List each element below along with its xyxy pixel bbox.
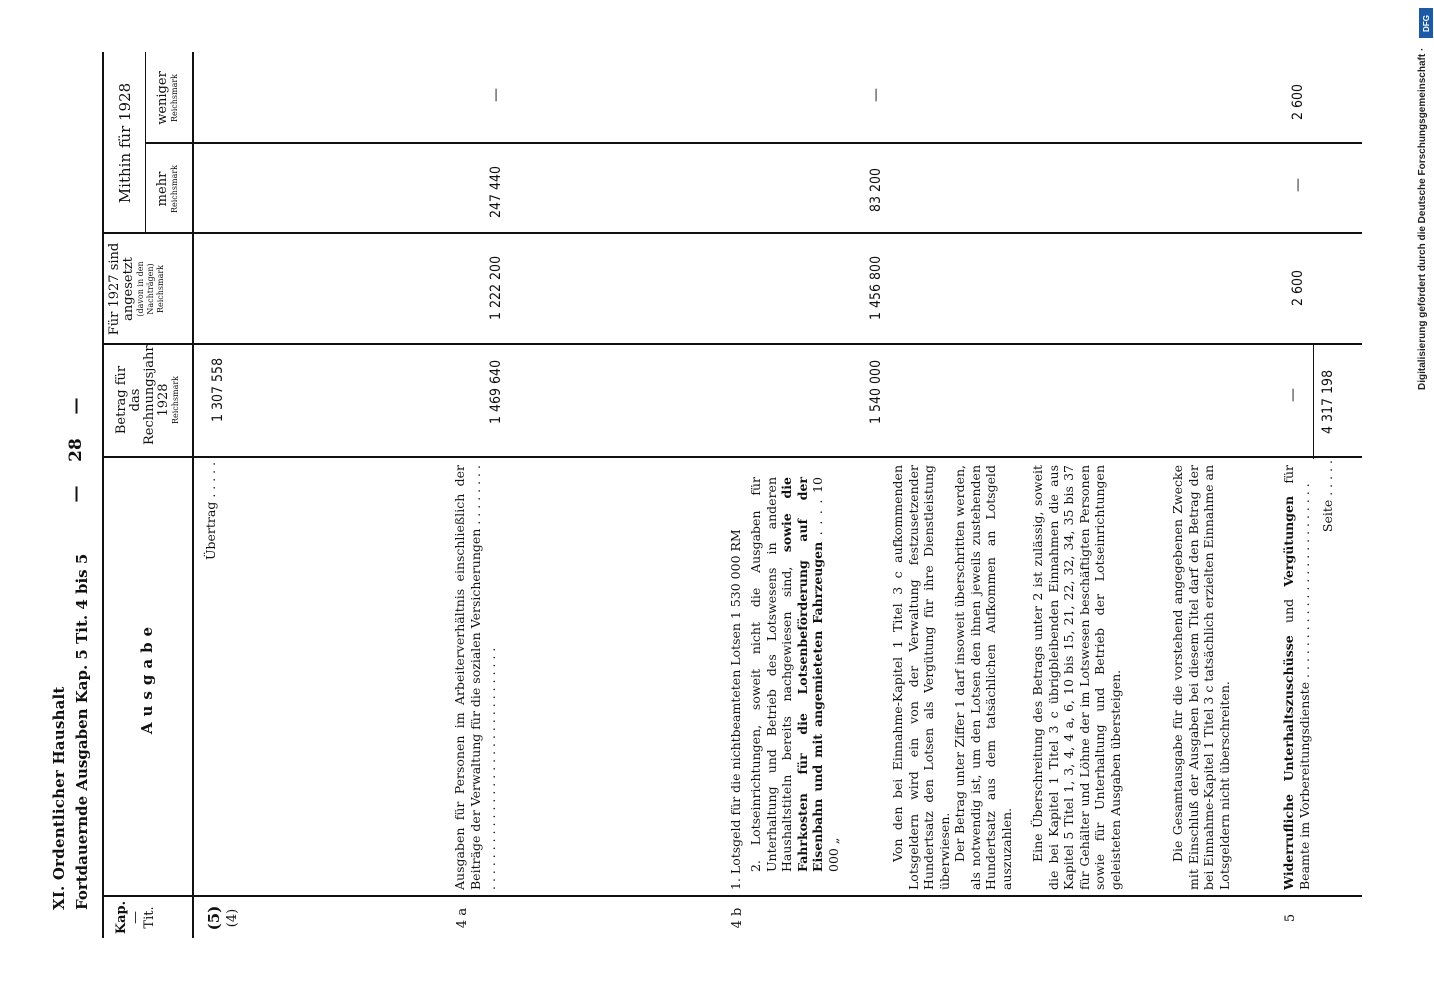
header-weniger bbox=[156, 52, 180, 144]
row-4b-note4: Die Gesamtausgabe für die vorstehend angegebenen Zwecke mit Einschluß der Ausgaben bei diesem Titel darf den Betrag der bei Einnahme-Kapitel 1 Titel 3 c tatsächlich erzielten Einnahme an Lotsgeldern nicht überschreiten. bbox=[1170, 465, 1232, 890]
row-5-text-plain2: für Beamte im Vorbereitungsdienste . . . . . . . . . . . . . . . . . . . . . . . . . bbox=[1281, 465, 1312, 890]
col-divider-kap bbox=[102, 895, 1362, 897]
row-uebertrag-text: Übertrag . . . . . bbox=[203, 461, 218, 560]
header-mehr-unit: Reichsmark bbox=[170, 164, 179, 214]
row-4b-item1: 1. Lotsgeld für die nichtbeamteten Lotsen 1 530 000 RM bbox=[728, 529, 743, 890]
header-angesetzt-label: Für 1927 sind angesetzt bbox=[107, 242, 136, 336]
col-divider-angesetzt bbox=[102, 232, 1362, 234]
header-mehr-label: mehr bbox=[155, 171, 170, 207]
header-betrag bbox=[114, 345, 181, 445]
row-uebertrag-tit: (4) bbox=[225, 908, 240, 928]
row-4b-tit: 4 b bbox=[730, 907, 745, 929]
row-4b-note3: Eine Überschreitung des Betrags unter 2 ist zulässig, soweit die bei Kapitel 1 Titel 3 c übrigbleibenden Einnahmen die aus Kapitel 5 Titel 1, 3, 4, 4 a, 6, 10 bis 15, 21, 22, 32, 34, 35 bis 37 für Gehälter und Löhne der im Lotswesen beschäftigten Personen sowie für Unterhaltung und Betrieb der Lotseinrichtungen geleisteten Ausgaben übersteigen. bbox=[1030, 465, 1123, 890]
table-header-rule bbox=[192, 52, 194, 938]
header-tit: Tit. bbox=[142, 906, 157, 929]
header-kap-separator: — bbox=[128, 911, 143, 924]
header-ausgabe bbox=[140, 458, 156, 897]
row-5-text-bold2: Vergütungen bbox=[1281, 495, 1296, 587]
row-4b-note2: Der Betrag unter Ziffer 1 darf insoweit überschritten werden, als notwendig ist, um den Lotsen den ihnen jeweils zustehenden Hundertsatz aus dem tatsächlichen Aufkommen an Lotsgeld auszuzahlen. bbox=[952, 465, 1014, 890]
header-ausgabe-label: Ausgabe bbox=[138, 620, 156, 735]
dfg-credit-text: Digitalisierung gefördert durch die Deutsche Forschungsgemeinschaft · bbox=[1417, 47, 1428, 390]
header-mithin-label: Mithin für 1928 bbox=[116, 82, 134, 204]
section-title: XI. Ordentlicher Haushalt bbox=[50, 686, 68, 910]
seite-sum-rule bbox=[1313, 345, 1314, 459]
dfg-logo-text: DFG bbox=[1421, 14, 1431, 32]
row-4b-item2-plain: 2. Lotseinrichtungen, soweit nicht die Ausgaben für Unterhaltung und Betrieb des Lotswesens in anderen Haushaltstiteln bereits nachgewiesen sind, bbox=[748, 477, 794, 872]
section-subtitle: Fortdauernde Ausgaben Kap. 5 Tit. 4 bis 5 bbox=[73, 553, 91, 910]
row-4a-betrag: 1 469 640 bbox=[488, 359, 504, 424]
col-divider-mithin bbox=[145, 142, 1362, 144]
row-4a-angesetzt: 1 222 200 bbox=[488, 255, 504, 320]
col-divider-ausgabe bbox=[102, 456, 1362, 458]
seite-betrag: 4 317 198 bbox=[1320, 369, 1336, 434]
header-weniger-label: weniger bbox=[155, 71, 170, 125]
row-4b-item2 bbox=[748, 477, 841, 872]
seite-label: Seite . . . . . bbox=[1320, 460, 1335, 533]
row-4a-text: Ausgaben für Personen im Arbeiterverhältnis einschließlich der Beiträge der Verwaltung für die sozialen Versicherungen . . . . . . . . . . . . . . . . . . . . . . . . . . . . . . . . . . . . . . . bbox=[452, 465, 498, 890]
row-5-betrag: — bbox=[1285, 388, 1301, 402]
header-kap-tit bbox=[115, 897, 157, 938]
row-4a-weniger: — bbox=[488, 88, 504, 102]
page-number-value: 28 bbox=[66, 438, 86, 462]
row-5-mehr: — bbox=[1290, 178, 1306, 192]
table-top-rule bbox=[102, 52, 104, 938]
row-5-weniger: 2 600 bbox=[1290, 83, 1306, 120]
header-betrag-label: Betrag für das Rechnungsjahr 1928 bbox=[114, 345, 171, 445]
row-4b-mehr: 83 200 bbox=[868, 167, 884, 212]
row-4a-tit: 4 a bbox=[455, 907, 470, 929]
row-5-angesetzt: 2 600 bbox=[1290, 269, 1306, 306]
row-4a-mehr: 247 440 bbox=[488, 165, 504, 218]
row-4b-betrag: 1 540 000 bbox=[868, 359, 884, 424]
header-kap: Kap. bbox=[114, 900, 129, 935]
header-angesetzt bbox=[108, 236, 166, 342]
page-number-dash-left: — bbox=[66, 485, 86, 503]
row-uebertrag-betrag: 1 307 558 bbox=[210, 357, 226, 422]
header-weniger-unit: Reichsmark bbox=[170, 73, 179, 123]
page-number bbox=[66, 350, 86, 550]
header-angesetzt-unit: Reichsmark bbox=[156, 264, 165, 314]
row-5-tit: 5 bbox=[1283, 913, 1298, 923]
header-mehr bbox=[156, 144, 180, 234]
col-divider-betrag bbox=[102, 343, 1362, 345]
page-number-dash-right: — bbox=[66, 397, 86, 415]
row-4b-note1: Von den bei Einnahme-Kapitel 1 Titel 3 c aufkommenden Lotsgeldern wird ein von der Verwaltung festzusetzender Hundertsatz den Lotsen als Vergütung für ihre Dienstleistung überwiesen. bbox=[890, 465, 952, 890]
header-betrag-unit: Reichsmark bbox=[171, 375, 180, 425]
row-5-text-bold1: Widerrufliche Unterhaltszuschüsse bbox=[1281, 635, 1296, 890]
row-5-text bbox=[1281, 465, 1312, 890]
header-angesetzt-sub: (davon in den Nachträgen) bbox=[136, 261, 155, 317]
row-4b-weniger: — bbox=[868, 88, 884, 102]
row-4b-angesetzt: 1 456 800 bbox=[868, 255, 884, 320]
row-5-text-plain1: und bbox=[1281, 586, 1296, 636]
row-4b-item2-dots: . . . . bbox=[810, 499, 825, 536]
mithin-header-rule bbox=[145, 52, 146, 234]
header-mithin bbox=[118, 52, 132, 234]
row-4b-item2-amount: 10 000 „ bbox=[810, 477, 841, 872]
row-4b-item2-bold: sowie die Fahrkosten für die Lotsenbeförderung auf der Eisenbahn und mit angemieteten Fahrzeugen bbox=[779, 477, 825, 872]
row-uebertrag-kap: (5) bbox=[205, 905, 223, 931]
